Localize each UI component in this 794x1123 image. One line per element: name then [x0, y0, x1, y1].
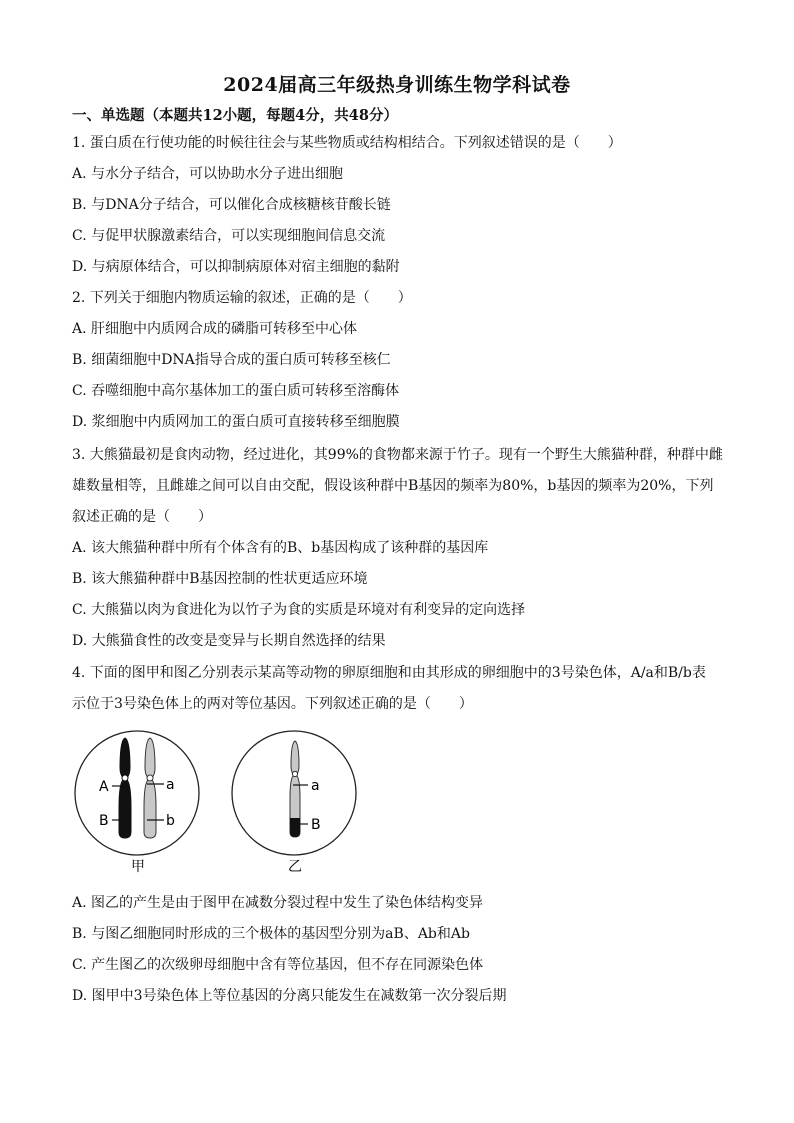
chromosome-figure	[72, 728, 372, 878]
q3-stem-line-1: 3. 大熊猫最初是食肉动物，经过进化，其99%的食物都来源于竹子。现有一个野生大熊猫种群，种群中雌	[72, 447, 723, 463]
q3-stem-line-3: 叙述正确的是（ ）	[72, 509, 212, 525]
q2-option-c: C. 吞噬细胞中高尔基体加工的蛋白质可转移至溶酶体	[72, 383, 400, 399]
cell-yi-label: 乙	[288, 859, 302, 875]
gene-label-A: A	[99, 779, 109, 795]
q4-option-b: B. 与图乙细胞同时形成的三个极体的基因型分别为aB、Ab和Ab	[72, 926, 470, 942]
q2-option-b: B. 细菌细胞中DNA指导合成的蛋白质可转移至核仁	[72, 352, 391, 368]
q3-option-c: C. 大熊猫以肉为食进化为以竹子为食的实质是环境对有利变异的定向选择	[72, 602, 526, 618]
gene-label-a: a	[166, 777, 175, 793]
q3-option-a: A. 该大熊猫种群中所有个体含有的B、b基因构成了该种群的基因库	[72, 540, 489, 556]
q1-stem: 1. 蛋白质在行使功能的时候往往会与某些物质或结构相结合。下列叙述错误的是（ ）	[72, 135, 622, 151]
q4-option-a: A. 图乙的产生是由于图甲在减数分裂过程中发生了染色体结构变异	[72, 895, 484, 911]
q4-option-d: D. 图甲中3号染色体上等位基因的分离只能发生在减数第一次分裂后期	[72, 988, 507, 1004]
q1-option-a: A. 与水分子结合，可以协助水分子进出细胞	[72, 166, 344, 182]
q2-option-d: D. 浆细胞中内质网加工的蛋白质可直接转移至细胞膜	[72, 414, 400, 430]
q2-option-a: A. 肝细胞中内质网合成的磷脂可转移至中心体	[72, 321, 358, 337]
q3-option-b: B. 该大熊猫种群中B基因控制的性状更适应环境	[72, 571, 368, 587]
gene-label-B-yi: B	[311, 817, 321, 833]
q4-stem-line-2: 示位于3号染色体上的两对等位基因。下列叙述正确的是（ ）	[72, 696, 473, 712]
chromosome-black	[119, 738, 131, 838]
cell-yi	[232, 731, 356, 875]
exam-title: 2024届高三年级热身训练生物学科试卷	[223, 74, 571, 96]
chromosome-gray	[144, 738, 156, 838]
cell-jia	[75, 731, 199, 875]
cell-jia-membrane	[75, 731, 199, 855]
gene-label-b: b	[166, 813, 175, 829]
q1-option-c: C. 与促甲状腺激素结合，可以实现细胞间信息交流	[72, 228, 386, 244]
gene-label-a-yi: a	[311, 778, 320, 794]
cell-jia-label: 甲	[131, 859, 145, 875]
q1-option-b: B. 与DNA分子结合，可以催化合成核糖核苷酸长链	[72, 197, 391, 213]
q1-option-d: D. 与病原体结合，可以抑制病原体对宿主细胞的黏附	[72, 259, 400, 275]
chromosome-recombinant	[290, 741, 300, 837]
q4-option-c: C. 产生图乙的次级卵母细胞中含有等位基因，但不存在同源染色体	[72, 957, 484, 973]
q3-option-d: D. 大熊猫食性的改变是变异与长期自然选择的结果	[72, 633, 386, 649]
q4-stem-line-1: 4. 下面的图甲和图乙分别表示某高等动物的卵原细胞和由其形成的卵细胞中的3号染色体，A/a和B/b表	[72, 665, 706, 681]
gene-label-B: B	[99, 813, 109, 829]
q2-stem: 2. 下列关于细胞内物质运输的叙述，正确的是（ ）	[72, 290, 412, 306]
q3-stem-line-2: 雄数量相等，且雌雄之间可以自由交配，假设该种群中B基因的频率为80%，b基因的频率为20%，下列	[72, 478, 714, 494]
section-heading: 一、单选题（本题共12小题，每题4分，共48分）	[72, 107, 398, 124]
